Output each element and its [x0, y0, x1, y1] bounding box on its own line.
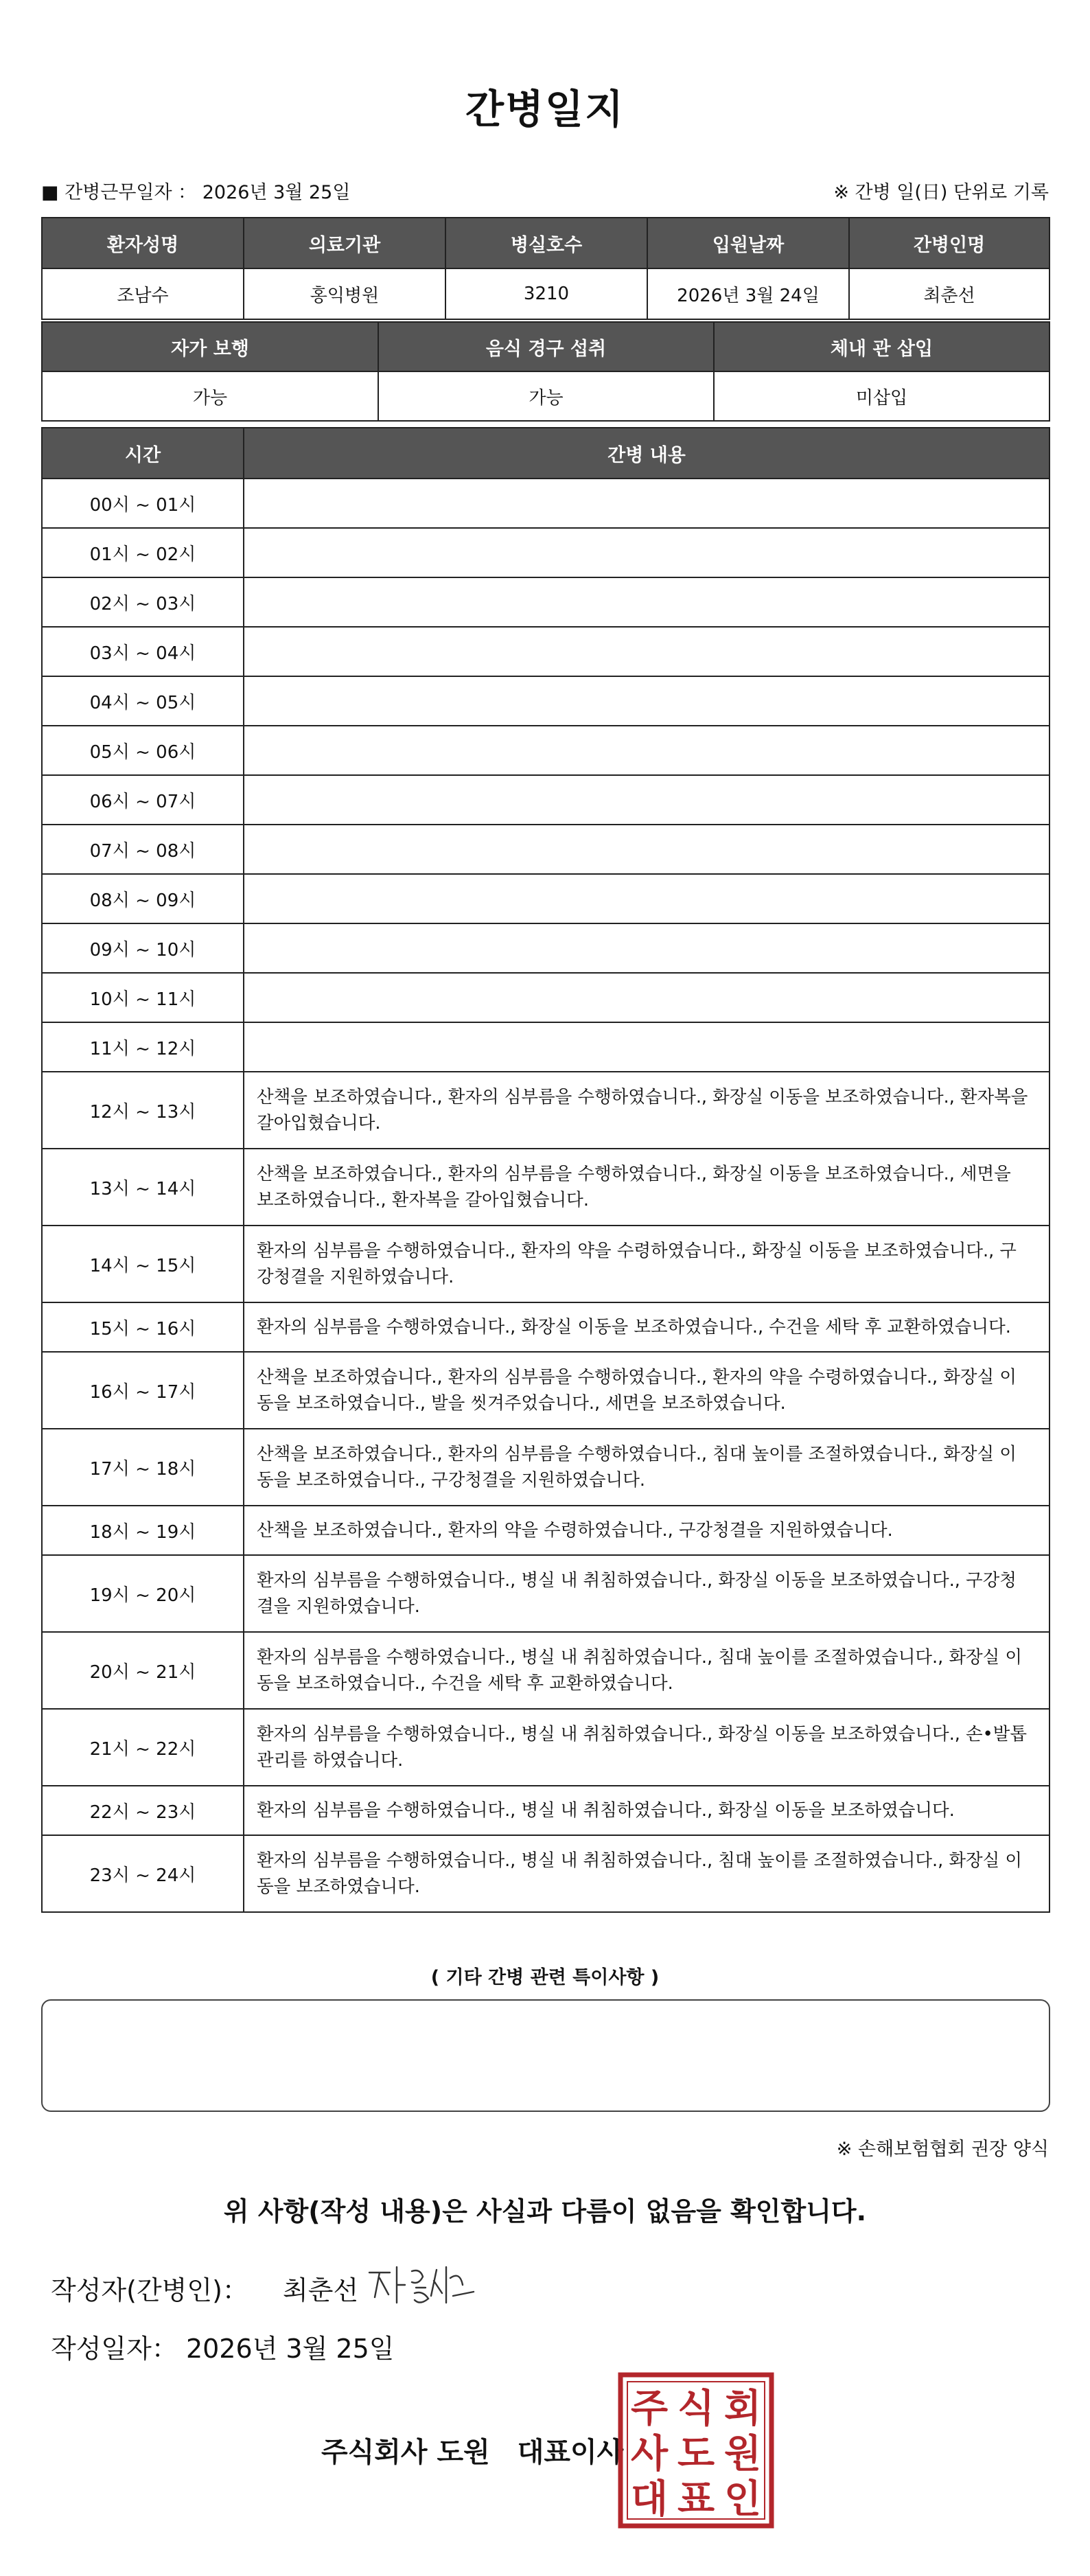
log-time: 07시 ~ 08시 — [42, 825, 244, 874]
hospital-value: 홍익병원 — [244, 268, 445, 319]
log-time: 22시 ~ 23시 — [42, 1786, 244, 1835]
log-time: 13시 ~ 14시 — [42, 1149, 244, 1226]
tube-insertion-value: 미삽입 — [714, 371, 1050, 421]
log-content: 환자의 심부름을 수행하였습니다., 화장실 이동을 보조하였습니다., 수건을 세탁 후 교환하였습니다. — [244, 1302, 1050, 1352]
company-seal-icon — [618, 2372, 774, 2529]
log-content — [244, 923, 1050, 973]
log-content — [244, 775, 1050, 825]
log-time: 18시 ~ 19시 — [42, 1506, 244, 1555]
log-time: 08시 ~ 09시 — [42, 874, 244, 923]
svg-text:대: 대 — [630, 2477, 669, 2522]
caregiver-name-value: 최춘선 — [849, 268, 1050, 319]
log-row — [42, 627, 1050, 676]
log-time: 19시 ~ 20시 — [42, 1555, 244, 1632]
self-walking-value: 가능 — [42, 371, 378, 421]
page-title: 간병일지 — [465, 86, 625, 133]
log-row — [42, 676, 1050, 726]
log-content — [244, 676, 1050, 726]
patient-info-header-row — [42, 218, 1050, 268]
status-header-row — [42, 322, 1050, 371]
header-self-walking: 자가 보행 — [42, 322, 378, 371]
log-time: 01시 ~ 02시 — [42, 528, 244, 577]
confirm-statement: 위 사항(작성 내용)은 사실과 다름이 없음을 확인합니다. — [223, 2196, 867, 2227]
log-row — [42, 973, 1050, 1022]
admission-date-value: 2026년 3월 24일 — [647, 268, 849, 319]
log-time: 23시 ~ 24시 — [42, 1835, 244, 1912]
log-time: 09시 ~ 10시 — [42, 923, 244, 973]
notes-title: ( 기타 간병 관련 특이사항 ) — [430, 1967, 660, 1988]
log-time: 06시 ~ 07시 — [42, 775, 244, 825]
svg-text:주: 주 — [630, 2387, 669, 2431]
room-number-value: 3210 — [445, 268, 647, 319]
log-time: 03시 ~ 04시 — [42, 627, 244, 676]
writer-label: 작성자(간병인)： — [51, 2275, 248, 2305]
svg-text:표: 표 — [677, 2477, 715, 2522]
log-body — [42, 479, 1050, 1912]
log-row — [42, 874, 1050, 923]
log-content — [244, 627, 1050, 676]
log-time: 05시 ~ 06시 — [42, 726, 244, 775]
log-time: 20시 ~ 21시 — [42, 1632, 244, 1709]
log-row — [42, 1149, 1050, 1226]
log-time: 11시 ~ 12시 — [42, 1022, 244, 1072]
writer-name: 최춘선 — [283, 2275, 359, 2305]
status-info-table — [41, 321, 1050, 422]
log-time: 17시 ~ 18시 — [42, 1429, 244, 1506]
log-row — [42, 1352, 1050, 1429]
log-row — [42, 775, 1050, 825]
log-content: 환자의 심부름을 수행하였습니다., 병실 내 취침하였습니다., 침대 높이를 조절하였습니다., 화장실 이동을 보조하였습니다. — [244, 1835, 1050, 1912]
header-oral-intake: 음식 경구 섭취 — [378, 322, 714, 371]
log-header-row — [42, 428, 1050, 479]
log-content — [244, 528, 1050, 577]
header-care-content: 간병 내용 — [244, 428, 1050, 479]
svg-text:식: 식 — [677, 2387, 715, 2431]
header-time: 시간 — [42, 428, 244, 479]
log-row — [42, 1022, 1050, 1072]
log-row — [42, 726, 1050, 775]
log-row — [42, 479, 1050, 528]
log-content — [244, 1022, 1050, 1072]
log-time: 10시 ~ 11시 — [42, 973, 244, 1022]
log-row — [42, 923, 1050, 973]
log-time: 21시 ~ 22시 — [42, 1709, 244, 1786]
log-content — [244, 479, 1050, 528]
unit-note: ※ 간병 일(日) 단위로 기록 — [833, 182, 1049, 203]
log-row — [42, 528, 1050, 577]
log-content — [244, 874, 1050, 923]
log-row — [42, 1786, 1050, 1835]
log-time: 02시 ~ 03시 — [42, 577, 244, 627]
header-patient-name: 환자성명 — [42, 218, 244, 268]
header-hospital: 의료기관 — [244, 218, 445, 268]
meta-row — [41, 177, 1049, 205]
header-admission-date: 입원날짜 — [647, 218, 849, 268]
written-date-value: 2026년 3월 25일 — [185, 2334, 395, 2364]
log-content: 환자의 심부름을 수행하였습니다., 병실 내 취침하였습니다., 화장실 이동을 보조하였습니다. — [244, 1786, 1050, 1835]
log-row — [42, 1835, 1050, 1912]
log-row — [42, 1555, 1050, 1632]
log-row — [42, 1072, 1050, 1149]
log-content — [244, 577, 1050, 627]
header-room-number: 병실호수 — [445, 218, 647, 268]
log-row — [42, 1429, 1050, 1506]
log-row — [42, 1506, 1050, 1555]
log-content — [244, 973, 1050, 1022]
log-content: 산책을 보조하였습니다., 환자의 심부름을 수행하였습니다., 화장실 이동을 보조하였습니다., 환자복을 갈아입혔습니다. — [244, 1072, 1050, 1149]
work-date: ■ 간병근무일자 ： 2026년 3월 25일 — [41, 182, 351, 203]
oral-intake-value: 가능 — [378, 371, 714, 421]
log-time: 15시 ~ 16시 — [42, 1302, 244, 1352]
log-row — [42, 577, 1050, 627]
log-time: 04시 ~ 05시 — [42, 676, 244, 726]
log-content: 산책을 보조하였습니다., 환자의 약을 수령하였습니다., 구강청결을 지원하였습니다. — [244, 1506, 1050, 1555]
status-value-row — [42, 371, 1050, 421]
log-content: 환자의 심부름을 수행하였습니다., 병실 내 취침하였습니다., 화장실 이동을 보조하였습니다., 손•발톱 관리를 하였습니다. — [244, 1709, 1050, 1786]
log-content — [244, 726, 1050, 775]
signature-image — [357, 2257, 494, 2312]
patient-info-table — [41, 217, 1050, 320]
header-tube-insertion: 체내 관 삽입 — [714, 322, 1050, 371]
svg-text:원: 원 — [723, 2432, 762, 2476]
log-content: 환자의 심부름을 수행하였습니다., 병실 내 취침하였습니다., 침대 높이를 조절하였습니다., 화장실 이동을 보조하였습니다., 수건을 세탁 후 교환하였습니다. — [244, 1632, 1050, 1709]
log-row — [42, 825, 1050, 874]
log-row — [42, 1709, 1050, 1786]
log-time: 00시 ~ 01시 — [42, 479, 244, 528]
log-time: 14시 ~ 15시 — [42, 1226, 244, 1302]
header-caregiver-name: 간병인명 — [849, 218, 1050, 268]
log-content — [244, 825, 1050, 874]
log-row — [42, 1226, 1050, 1302]
log-time: 16시 ~ 17시 — [42, 1352, 244, 1429]
log-content: 환자의 심부름을 수행하였습니다., 환자의 약을 수령하였습니다., 화장실 이동을 보조하였습니다., 구강청결을 지원하였습니다. — [244, 1226, 1050, 1302]
written-date-label: 작성일자： — [51, 2334, 178, 2364]
patient-name-value: 조남수 — [42, 268, 244, 319]
patient-info-value-row — [42, 268, 1050, 319]
log-row — [42, 1632, 1050, 1709]
company-representative: 주식회사 도원 대표이사 — [321, 2437, 624, 2468]
log-content: 산책을 보조하였습니다., 환자의 심부름을 수행하였습니다., 환자의 약을 수령하였습니다., 화장실 이동을 보조하였습니다., 발을 씻겨주었습니다., 세면을 보조하였습니다. — [244, 1352, 1050, 1429]
log-time: 12시 ~ 13시 — [42, 1072, 244, 1149]
written-date — [51, 2327, 394, 2365]
svg-text:회: 회 — [723, 2387, 762, 2431]
care-log-table — [41, 427, 1050, 1913]
log-row — [42, 1302, 1050, 1352]
log-content: 환자의 심부름을 수행하였습니다., 병실 내 취침하였습니다., 화장실 이동을 보조하였습니다., 구강청결을 지원하였습니다. — [244, 1555, 1050, 1632]
log-content: 산책을 보조하였습니다., 환자의 심부름을 수행하였습니다., 화장실 이동을 보조하였습니다., 세면을 보조하였습니다., 환자복을 갈아입혔습니다. — [244, 1149, 1050, 1226]
recommend-note: ※ 손해보험협회 권장 양식 — [836, 2139, 1049, 2160]
notes-box — [41, 1999, 1050, 2112]
svg-text:도: 도 — [677, 2432, 715, 2476]
svg-text:인: 인 — [723, 2477, 762, 2522]
svg-text:사: 사 — [630, 2432, 669, 2476]
log-content: 산책을 보조하였습니다., 환자의 심부름을 수행하였습니다., 침대 높이를 조절하였습니다., 화장실 이동을 보조하였습니다., 구강청결을 지원하였습니다. — [244, 1429, 1050, 1506]
